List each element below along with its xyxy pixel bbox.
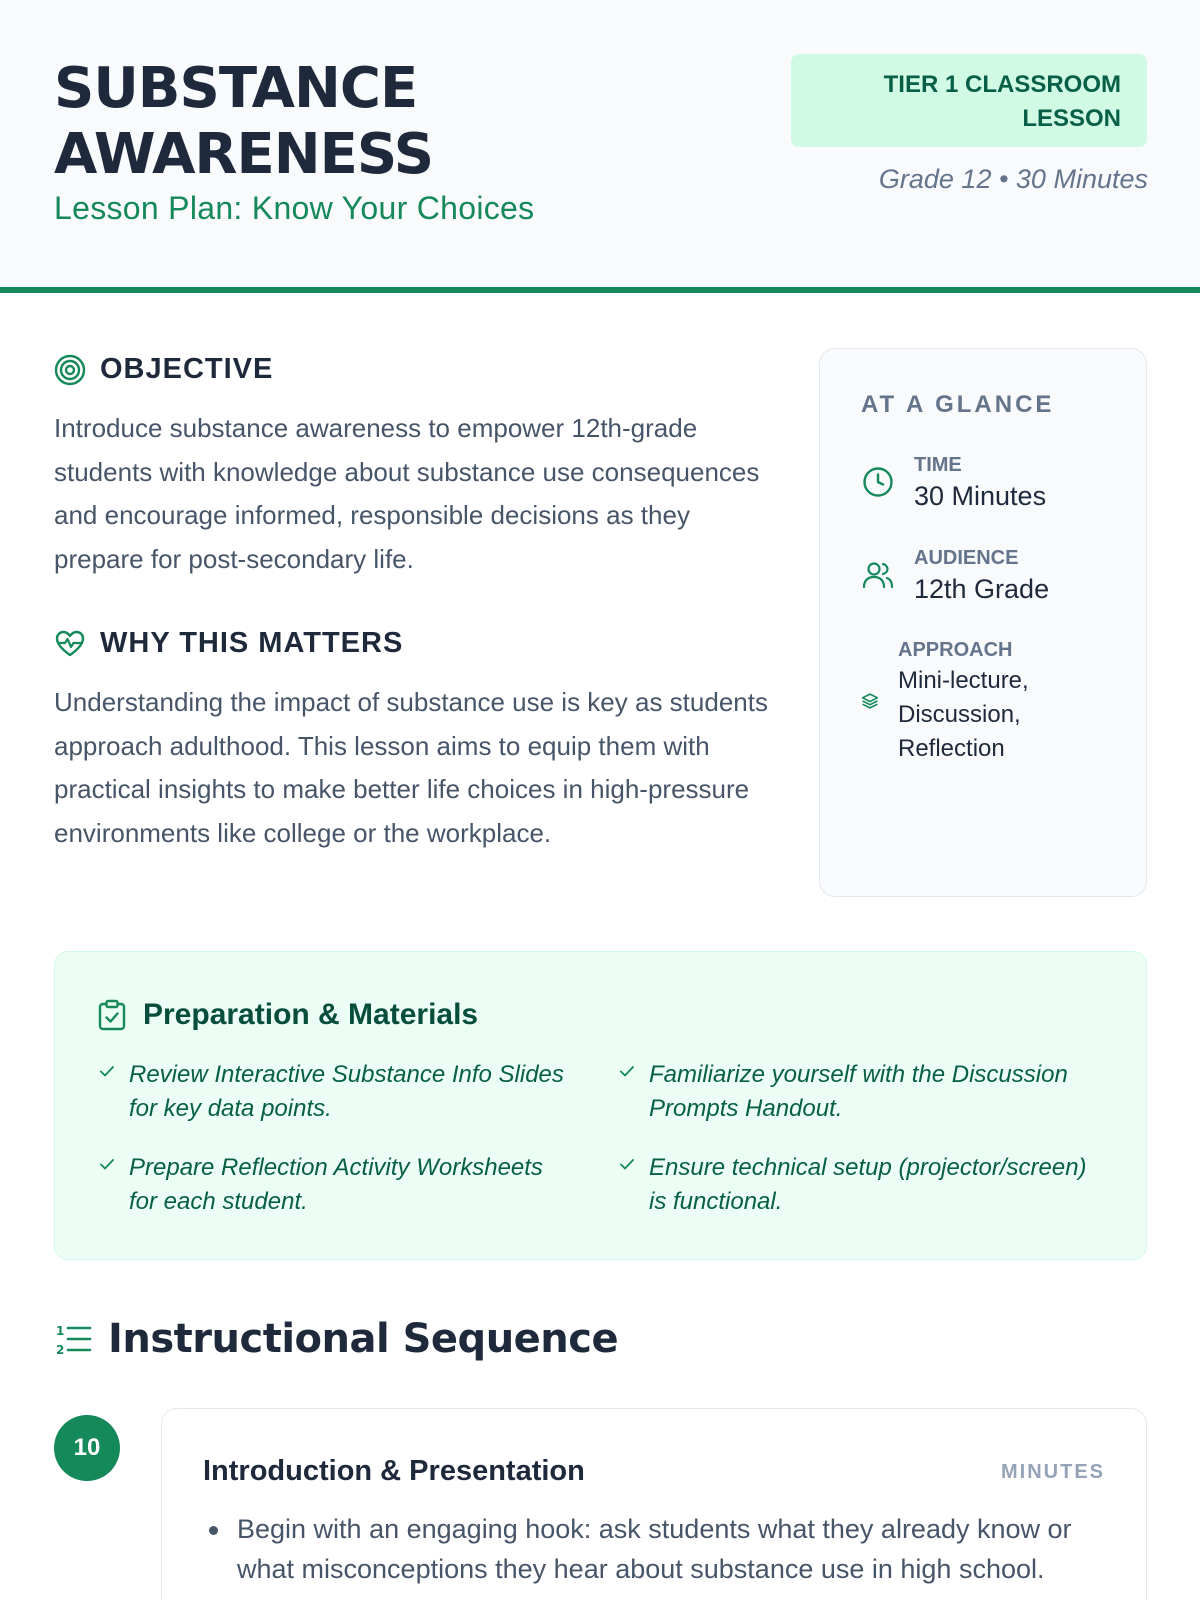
- why-text: Understanding the impact of substance use is key as students approach adulthood. This lesson aims to equip them with practical insights to make better life choices in high-pressure environments like college or the workplace.: [54, 687, 768, 848]
- preparation-heading: [97, 998, 478, 1032]
- title-line-2: AWARENESS: [54, 122, 434, 187]
- users-icon: [861, 558, 895, 592]
- prep-item: [617, 1151, 1087, 1219]
- check-icon: [617, 1061, 637, 1081]
- svg-text:2: 2: [56, 1343, 65, 1357]
- preparation-heading-text: Preparation & Materials: [143, 998, 479, 1031]
- glance-item-time: [861, 451, 1046, 513]
- glance-item-audience: [861, 544, 1049, 606]
- clipboard-check-icon: [97, 999, 127, 1031]
- tier-badge-line-1: TIER 1 CLASSROOM: [883, 71, 1121, 98]
- objective-heading-text: OBJECTIVE: [100, 353, 274, 385]
- prep-item-text: Prepare Reflection Activity Worksheets for each student.: [129, 1154, 543, 1215]
- step-bullet: Begin with an engaging hook: ask students what they already know or what misconceptions they hear about substance use in high school.: [203, 1509, 1103, 1589]
- glance-title: AT A GLANCE: [861, 391, 1055, 418]
- objective-heading: [54, 353, 273, 386]
- why-heading-text: WHY THIS MATTERS: [100, 627, 404, 659]
- preparation-card: [54, 951, 1147, 1260]
- target-icon: [54, 354, 86, 386]
- prep-item: [617, 1058, 1087, 1126]
- prep-item: [97, 1151, 567, 1219]
- clock-icon: [861, 465, 895, 499]
- glance-audience-label: AUDIENCE: [914, 547, 1019, 569]
- prep-item: [97, 1058, 567, 1126]
- check-icon: [617, 1154, 637, 1174]
- at-a-glance-card: [819, 348, 1147, 897]
- step-minutes-label: MINUTES: [1001, 1461, 1105, 1483]
- glance-approach-label: APPROACH: [898, 639, 1013, 661]
- prep-item-text: Ensure technical setup (projector/screen) is functional.: [649, 1154, 1087, 1215]
- title-line-1: SUBSTANCE: [54, 56, 418, 121]
- list-ordered-icon: [54, 1320, 92, 1358]
- svg-text:1: 1: [56, 1324, 65, 1338]
- sequence-heading: [54, 1316, 618, 1362]
- step-number-badge: 10: [54, 1415, 120, 1481]
- glance-audience-value: 12th Grade: [914, 574, 1050, 604]
- tier-badge-line-2: LESSON: [1022, 105, 1121, 132]
- grade-duration: Grade 12 • 30 Minutes: [878, 164, 1148, 194]
- glance-time-label: TIME: [914, 454, 962, 476]
- step-card: [161, 1408, 1147, 1600]
- heart-pulse-icon: [54, 628, 86, 660]
- step-title: Introduction & Presentation: [203, 1455, 585, 1487]
- layers-icon: [861, 692, 879, 710]
- page-title: [54, 56, 433, 188]
- check-icon: [97, 1061, 117, 1081]
- tier-badge: [791, 54, 1147, 147]
- objective-text: Introduce substance awareness to empower 12th-grade students with knowledge about substance use consequences and encourage informed, responsible decisions as they prepare for post-secondary life.: [54, 413, 760, 574]
- check-icon: [97, 1154, 117, 1174]
- glance-approach-value: Mini-lecture, Discussion, Reflection: [898, 667, 1029, 762]
- glance-time-value: 30 Minutes: [914, 481, 1047, 511]
- glance-item-approach: [861, 636, 1078, 766]
- page-header: [0, 0, 1200, 293]
- prep-item-text: Review Interactive Substance Info Slides for key data points.: [129, 1061, 564, 1122]
- page-subtitle: Lesson Plan: Know Your Choices: [54, 190, 535, 226]
- why-heading: [54, 627, 403, 660]
- sequence-heading-text: Instructional Sequence: [108, 1316, 619, 1362]
- prep-item-text: Familiarize yourself with the Discussion Prompts Handout.: [649, 1061, 1068, 1122]
- step-bullet-list: [203, 1509, 1103, 1589]
